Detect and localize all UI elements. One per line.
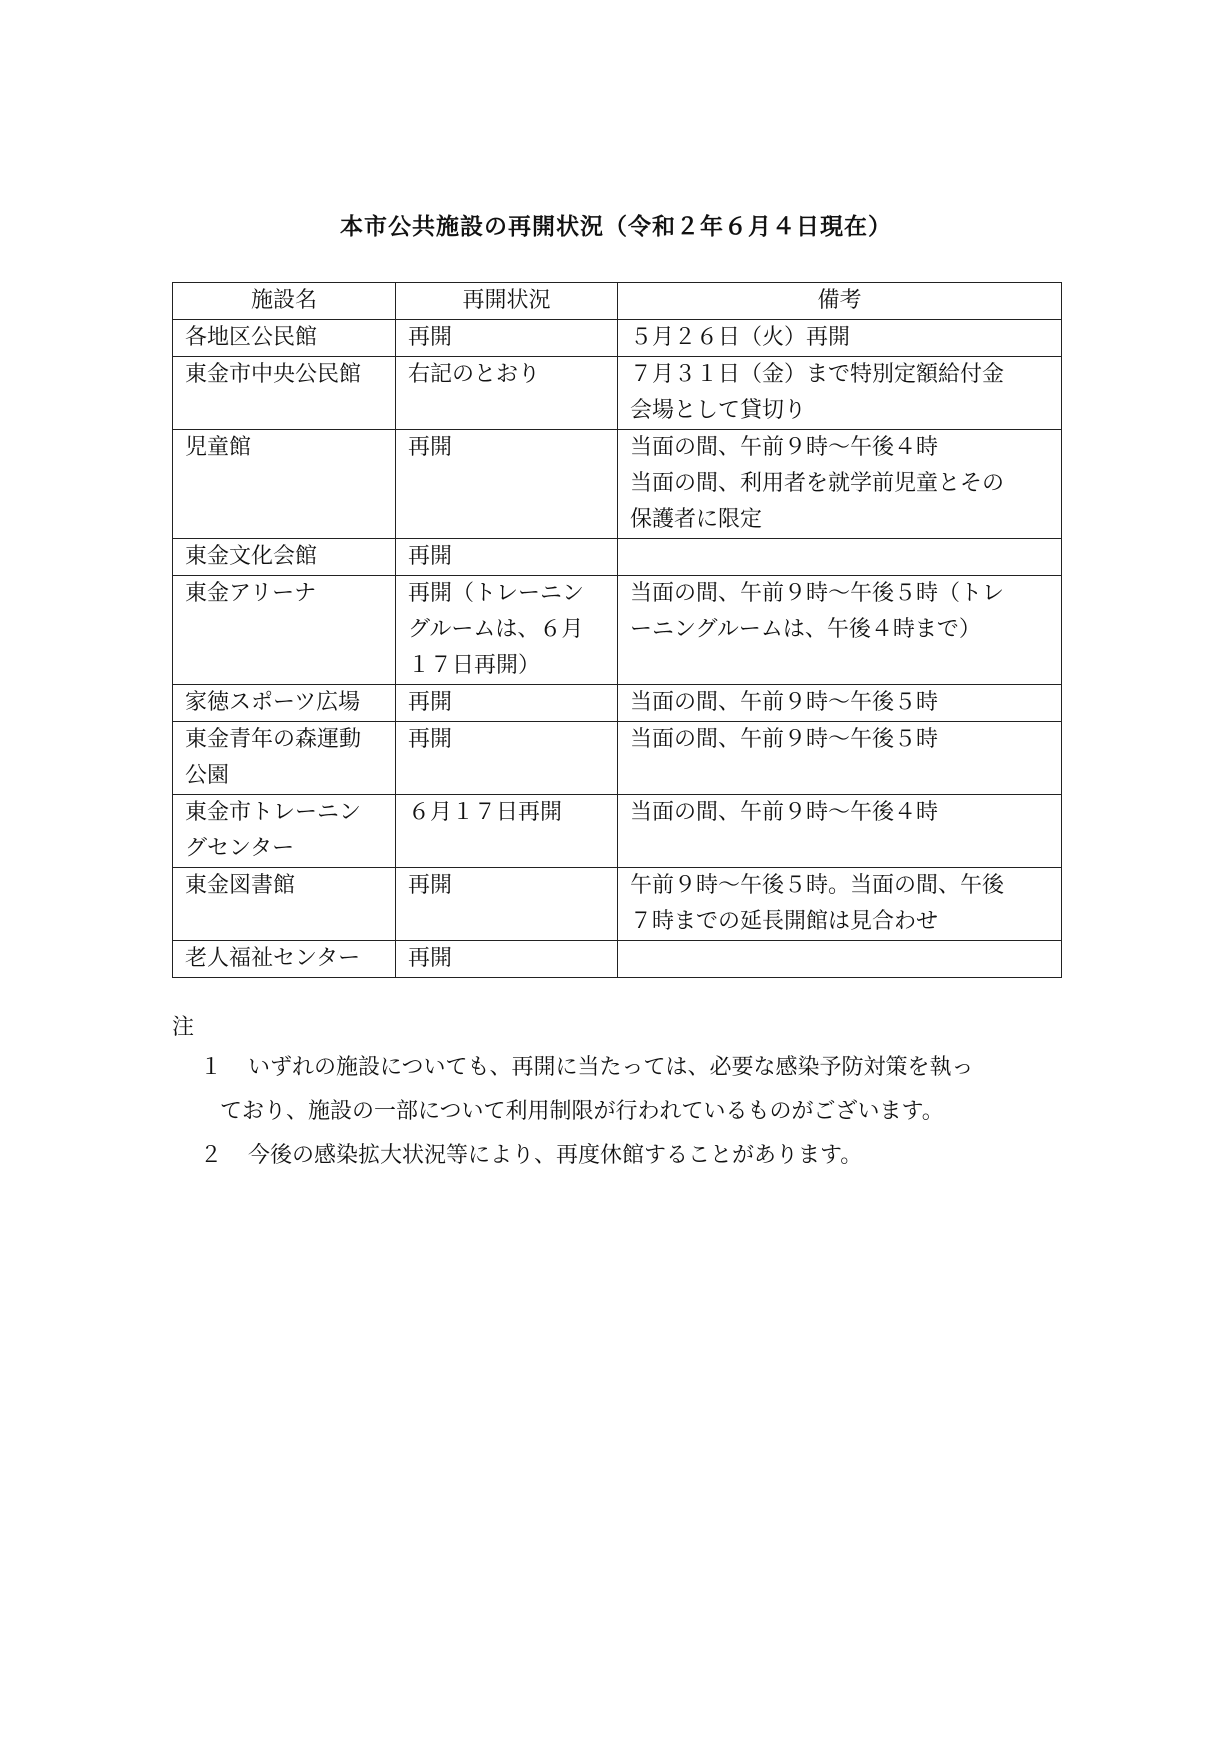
- note-number: １: [200, 1055, 223, 1080]
- remarks-cell-line: ７時までの延長開館は見合わせ: [630, 909, 939, 934]
- table-row: [173, 868, 1062, 941]
- remarks-cell: [618, 357, 1062, 430]
- note-text: 今後の感染拡大状況等により、再度休館することがあります。: [248, 1143, 863, 1168]
- facility-name-cell: [173, 320, 396, 357]
- remarks-cell: [618, 795, 1062, 868]
- facility-name-cell-line: 公園: [185, 763, 230, 788]
- reopen-status-cell: [396, 357, 618, 430]
- table-row: [173, 430, 1062, 539]
- notes-list: [172, 1046, 1072, 1178]
- facility-name-cell-line: 家徳スポーツ広場: [185, 690, 361, 715]
- facility-name-cell-line: 東金市中央公民館: [185, 362, 362, 387]
- remarks-cell-line: 当面の間、利用者を就学前児童とその: [630, 471, 1005, 496]
- remarks-cell-line: 当面の間、午前９時～午後４時: [630, 800, 939, 825]
- facility-name-cell-line: 東金アリーナ: [185, 581, 317, 606]
- reopen-status-cell-line: 再開: [408, 946, 453, 971]
- note-item-line: [172, 1046, 1072, 1090]
- note-text: いずれの施設についても、再開に当たっては、必要な感染予防対策を執っ: [248, 1055, 974, 1080]
- table-row: [173, 320, 1062, 357]
- facility-status-table: [172, 282, 1062, 978]
- page-title: 本市公共施設の再開状況（令和２年６月４日現在）: [340, 214, 892, 240]
- facility-name-cell: [173, 722, 396, 795]
- facility-name-cell: [173, 795, 396, 868]
- remarks-cell-line: 当面の間、午前９時～午後５時: [630, 690, 939, 715]
- remarks-cell-line: 当面の間、午前９時～午後５時（トレ: [630, 581, 1005, 606]
- remarks-cell: [618, 430, 1062, 539]
- remarks-cell-line: 午前９時～午後５時。当面の間、午後: [630, 873, 1005, 898]
- reopen-status-cell: [396, 795, 618, 868]
- table-row: [173, 795, 1062, 868]
- remarks-cell-line: ５月２６日（火）再開: [630, 325, 851, 350]
- reopen-status-cell-line: １７日再開）: [408, 653, 541, 678]
- facility-name-cell-line: グセンター: [185, 836, 295, 861]
- reopen-status-cell-line: 再開: [408, 435, 453, 460]
- table-row: [173, 576, 1062, 685]
- remarks-cell: [618, 868, 1062, 941]
- facility-name-cell: [173, 357, 396, 430]
- facility-name-cell-line: 東金市トレーニン: [185, 800, 362, 825]
- facility-name-cell-line: 東金青年の森運動: [185, 727, 362, 752]
- facility-name-cell-line: 児童館: [185, 435, 252, 460]
- reopen-status-cell: [396, 941, 618, 978]
- reopen-status-cell-line: 再開: [408, 873, 453, 898]
- reopen-status-cell: [396, 868, 618, 941]
- table-header-row: [173, 283, 1062, 320]
- remarks-cell-line: 当面の間、午前９時～午後５時: [630, 727, 939, 752]
- reopen-status-cell: [396, 320, 618, 357]
- table-row: [173, 357, 1062, 430]
- facility-name-cell: [173, 941, 396, 978]
- reopen-status-cell: [396, 430, 618, 539]
- table-row: [173, 685, 1062, 722]
- remarks-cell: [618, 941, 1062, 978]
- note-item-line: [172, 1090, 1072, 1134]
- remarks-cell-line: 会場として貸切り: [630, 398, 807, 423]
- remarks-cell-line: 保護者に限定: [630, 507, 763, 532]
- reopen-status-cell: [396, 685, 618, 722]
- reopen-status-cell-line: 再開（トレーニン: [408, 581, 585, 606]
- remarks-cell-line: 当面の間、午前９時～午後４時: [630, 435, 939, 460]
- reopen-status-cell-line: 再開: [408, 690, 453, 715]
- facility-name-cell: [173, 868, 396, 941]
- note-text: ており、施設の一部について利用制限が行われているものがございます。: [220, 1099, 944, 1124]
- remarks-cell-line: ７月３１日（金）まで特別定額給付金: [630, 362, 1005, 387]
- remarks-cell: [618, 576, 1062, 685]
- reopen-status-cell: [396, 576, 618, 685]
- facility-name-cell-line: 東金図書館: [185, 873, 296, 898]
- table-row: [173, 539, 1062, 576]
- reopen-status-cell-line: グルームは、６月: [408, 617, 584, 642]
- note-item-line: [172, 1134, 1072, 1178]
- table-row: [173, 941, 1062, 978]
- facility-name-cell: [173, 539, 396, 576]
- facility-name-cell: [173, 430, 396, 539]
- table-body: [173, 320, 1062, 978]
- facility-name-cell: [173, 576, 396, 685]
- facility-name-cell-line: 老人福祉センター: [185, 946, 361, 971]
- remarks-cell: [618, 320, 1062, 357]
- reopen-status-cell-line: 再開: [408, 544, 453, 569]
- facility-status-table-container: [172, 282, 1061, 978]
- reopen-status-cell-line: ６月１７日再開: [408, 800, 563, 825]
- table-row: [173, 722, 1062, 795]
- notes-section: [172, 1010, 1072, 1178]
- remarks-cell-line: ーニングルームは、午後４時まで）: [630, 617, 981, 642]
- reopen-status-cell-line: 再開: [408, 325, 453, 350]
- header-reopen-status: 再開状況: [396, 283, 618, 320]
- note-number: ２: [200, 1143, 223, 1168]
- remarks-cell: [618, 539, 1062, 576]
- remarks-cell: [618, 685, 1062, 722]
- facility-name-cell-line: 東金文化会館: [185, 544, 318, 569]
- reopen-status-cell: [396, 722, 618, 795]
- reopen-status-cell-line: 再開: [408, 727, 453, 752]
- header-remarks: 備考: [618, 283, 1062, 320]
- notes-heading: 注: [172, 1015, 195, 1040]
- header-facility-name: 施設名: [173, 283, 396, 320]
- reopen-status-cell: [396, 539, 618, 576]
- facility-name-cell: [173, 685, 396, 722]
- facility-name-cell-line: 各地区公民館: [185, 325, 318, 350]
- reopen-status-cell-line: 右記のとおり: [408, 362, 541, 387]
- remarks-cell: [618, 722, 1062, 795]
